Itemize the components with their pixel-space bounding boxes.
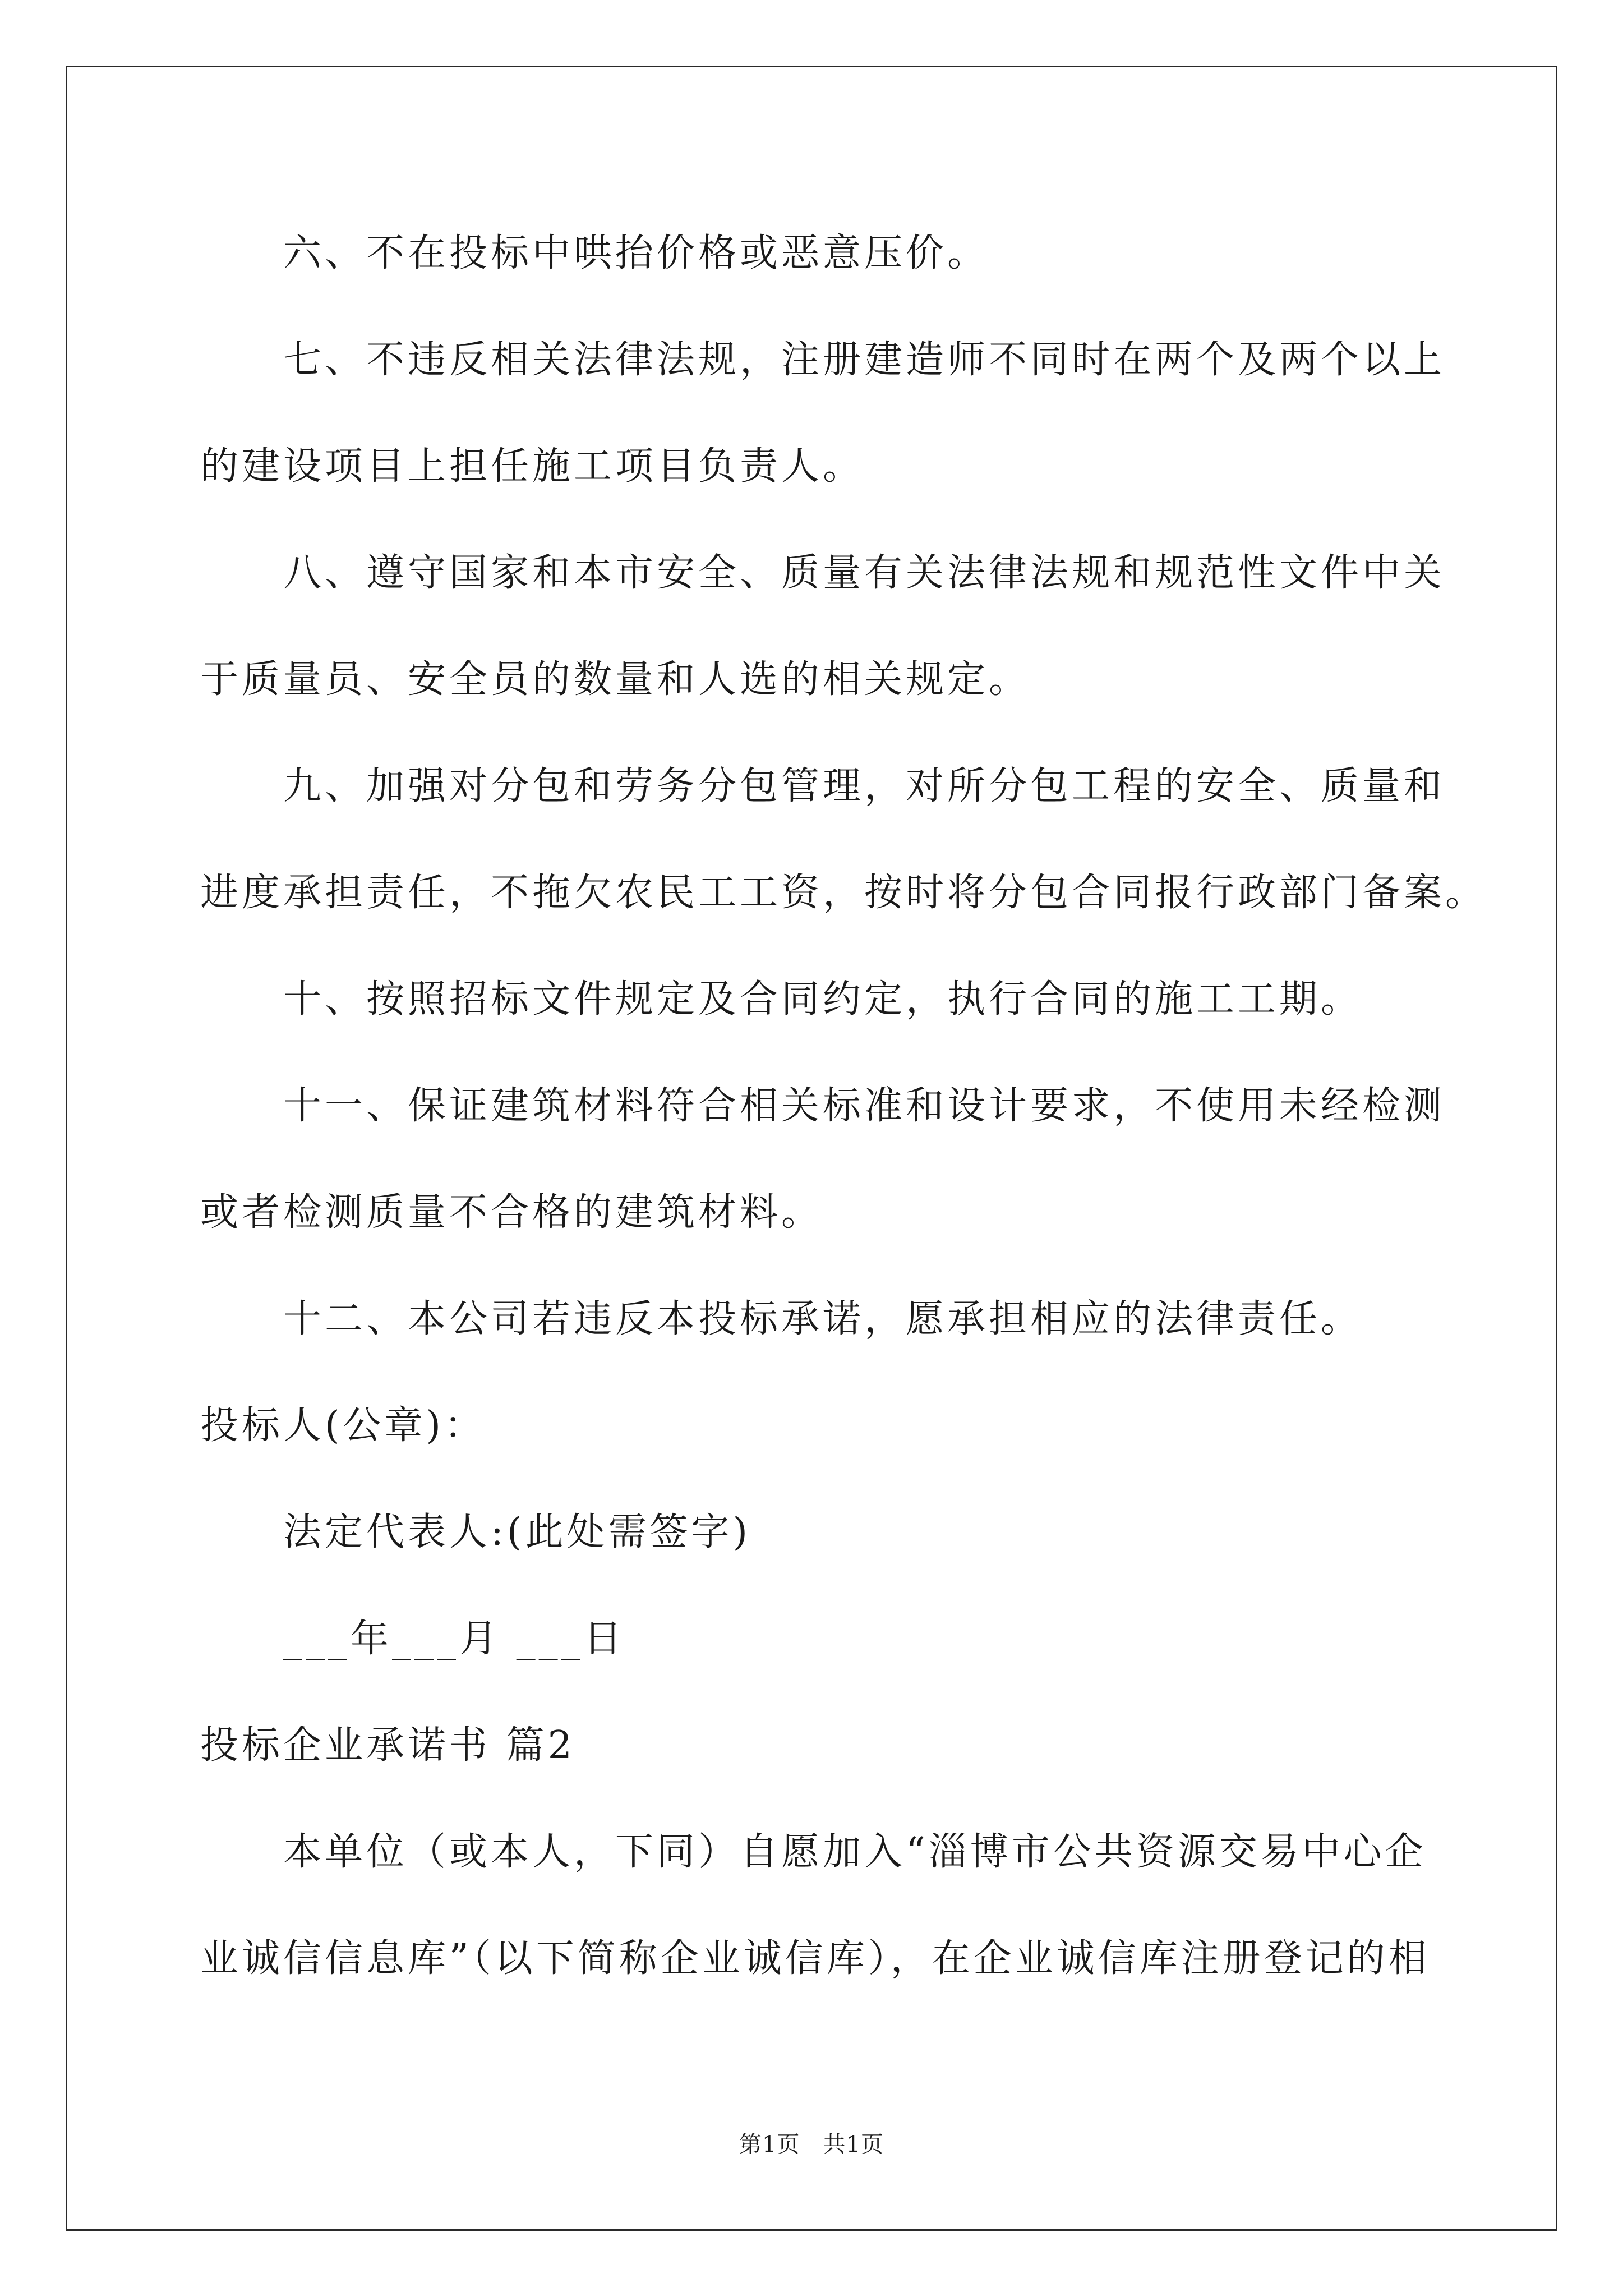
text-line-16: 本单位（或本人，下同）自愿加入“淄博市公共资源交易中心企: [283, 1830, 1427, 1874]
text-line-4: 八、遵守国家和本市安全、质量有关法律法规和规范性文件中关: [283, 551, 1446, 595]
text-line-1: 六、不在投标中哄抬价格或恶意压价。: [283, 231, 989, 275]
text-line-17: 业诚信信息库”（以下简称企业诚信库），在企业诚信库注册登记的相: [200, 1936, 1430, 1981]
text-line-9: 十一、保证建筑材料符合相关标准和设计要求，不使用未经检测: [283, 1084, 1446, 1128]
text-line-13: 法定代表人:(此处需签字): [283, 1510, 751, 1554]
text-line-5: 于质量员、安全员的数量和人选的相关规定。: [200, 657, 1031, 702]
text-line-2: 七、不违反相关法律法规，注册建造师不同时在两个及两个以上: [283, 338, 1446, 382]
text-line-6: 九、加强对分包和劳务分包管理，对所分包工程的安全、质量和: [283, 764, 1446, 808]
text-line-8: 十、按照招标文件规定及合同约定，执行合同的施工工期。: [283, 977, 1363, 1022]
text-line-12: 投标人(公章)：: [200, 1404, 486, 1448]
text-line-11: 十二、本公司若违反本投标承诺，愿承担相应的法律责任。: [283, 1297, 1363, 1341]
text-line-3: 的建设项目上担任施工项目负责人。: [200, 444, 865, 489]
page-footer: 第1页 共1页: [739, 2132, 884, 2157]
date-line: ___年___月 ___日: [283, 1617, 625, 1661]
section-heading: 投标企业承诺书 篇2: [200, 1723, 575, 1768]
page-border: [66, 66, 1557, 2231]
text-line-7: 进度承担责任，不拖欠农民工工资，按时将分包合同报行政部门备案。: [200, 871, 1487, 915]
text-line-10: 或者检测质量不合格的建筑材料。: [200, 1190, 823, 1235]
